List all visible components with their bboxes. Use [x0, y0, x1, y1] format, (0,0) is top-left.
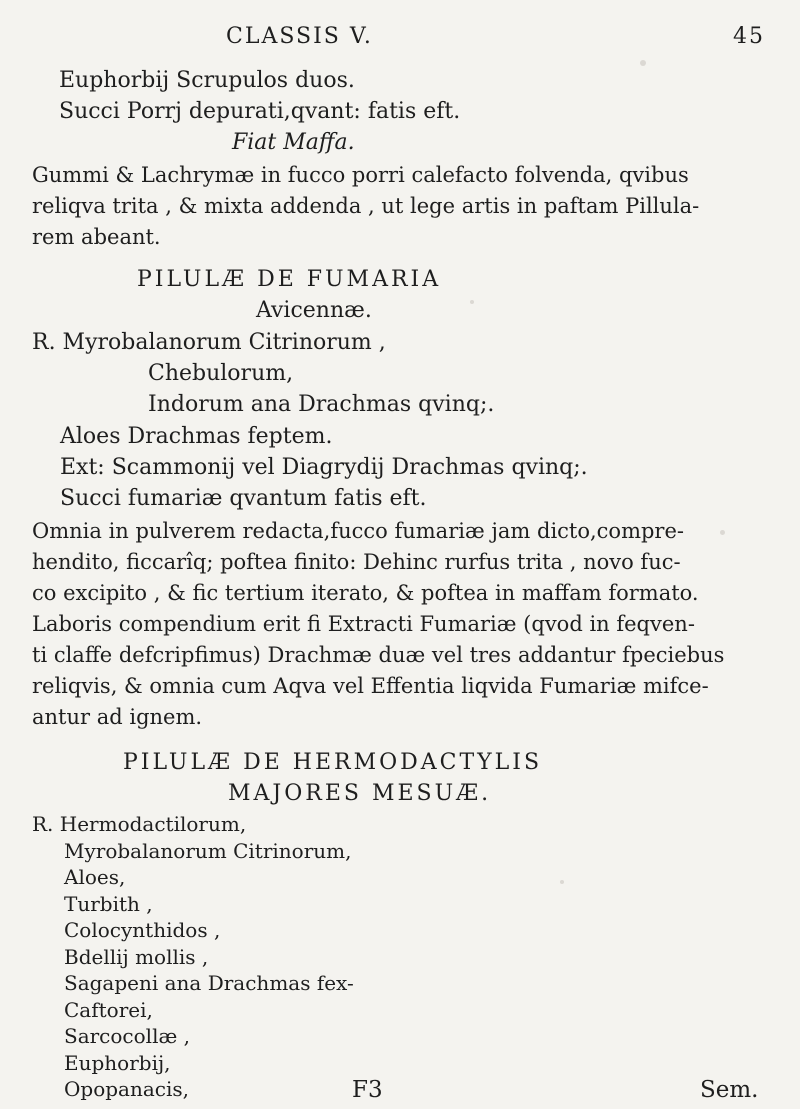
- recipe-line: Indorum ana Drachmas qvinq;.: [148, 392, 495, 417]
- recipe-line: Euphorbij,: [64, 1050, 171, 1075]
- recipe-line: Bdellij mollis ,: [64, 944, 209, 969]
- text-line: Succi Porrj depurati,qvant: fatis eft.: [59, 99, 461, 124]
- section-subheading: Avicennæ.: [256, 298, 372, 323]
- text-line: co excipito , & fic tertium iterato, & poftea in maffam formato.: [32, 581, 699, 605]
- recipe-line: Aloes,: [64, 865, 126, 889]
- text-line: reliqva trita , & mixta addenda , ut lege artis in paftam Pillula-: [32, 194, 700, 218]
- recipe-line: Aloes Drachmas feptem.: [60, 424, 333, 449]
- text-line: hendito, ficcarîq; poftea finito: Dehinc rurfus trita , novo fuc-: [32, 550, 681, 574]
- text-line: Euphorbij Scrupulos duos.: [59, 68, 355, 93]
- recipe-line: Caftorei,: [64, 997, 153, 1022]
- recipe-line: Turbith ,: [64, 891, 153, 916]
- recipe-line: Sagapeni ana Drachmas fex-: [64, 971, 354, 995]
- recipe-line: Opopanacis,: [64, 1077, 189, 1101]
- recipe-line: R. Hermodactilorum,: [32, 812, 247, 836]
- text-line: antur ad ignem.: [32, 705, 203, 729]
- page-number: 45: [733, 24, 765, 49]
- paper-speck: [470, 300, 474, 304]
- text-line: Omnia in pulverem redacta,fucco fumariæ jam dicto,compre-: [32, 519, 684, 543]
- recipe-line: R. Myrobalanorum Citrinorum ,: [32, 330, 386, 355]
- signature-mark: F3: [352, 1077, 383, 1103]
- section-heading: PILULÆ DE FUMARIA: [137, 267, 442, 292]
- recipe-line: Sarcocollæ ,: [64, 1024, 190, 1048]
- recipe-line: Myrobalanorum Citrinorum,: [64, 838, 352, 863]
- text-line: Laboris compendium erit fi Extracti Fumariæ (qvod in feqven-: [32, 612, 695, 636]
- recipe-line: Succi fumariæ qvantum fatis eft.: [60, 486, 427, 511]
- section-heading: PILULÆ DE HERMODACTYLIS: [123, 750, 543, 775]
- recipe-line: Ext: Scammonij vel Diagrydij Drachmas qvinq;.: [60, 455, 588, 480]
- text-line: Fiat Maffa.: [232, 130, 355, 155]
- text-line: ti claffe defcripfimus) Drachmæ duæ vel tres addantur fpeciebus: [32, 643, 725, 667]
- section-subheading: MAJORES MESUÆ.: [228, 781, 492, 806]
- running-head: CLASSIS V.: [226, 24, 373, 49]
- recipe-line: Colocynthidos ,: [64, 918, 221, 942]
- recipe-line: Chebulorum,: [148, 361, 294, 386]
- paper-speck: [640, 60, 646, 66]
- paper-speck: [560, 880, 564, 884]
- catchword: Sem.: [700, 1077, 759, 1103]
- text-line: Gummi & Lachrymæ in fucco porri calefacto folvenda, qvibus: [32, 163, 689, 187]
- text-line: rem abeant.: [32, 225, 161, 249]
- paper-speck: [720, 530, 725, 535]
- text-line: reliqvis, & omnia cum Aqva vel Effentia liqvida Fumariæ mifce-: [32, 674, 709, 698]
